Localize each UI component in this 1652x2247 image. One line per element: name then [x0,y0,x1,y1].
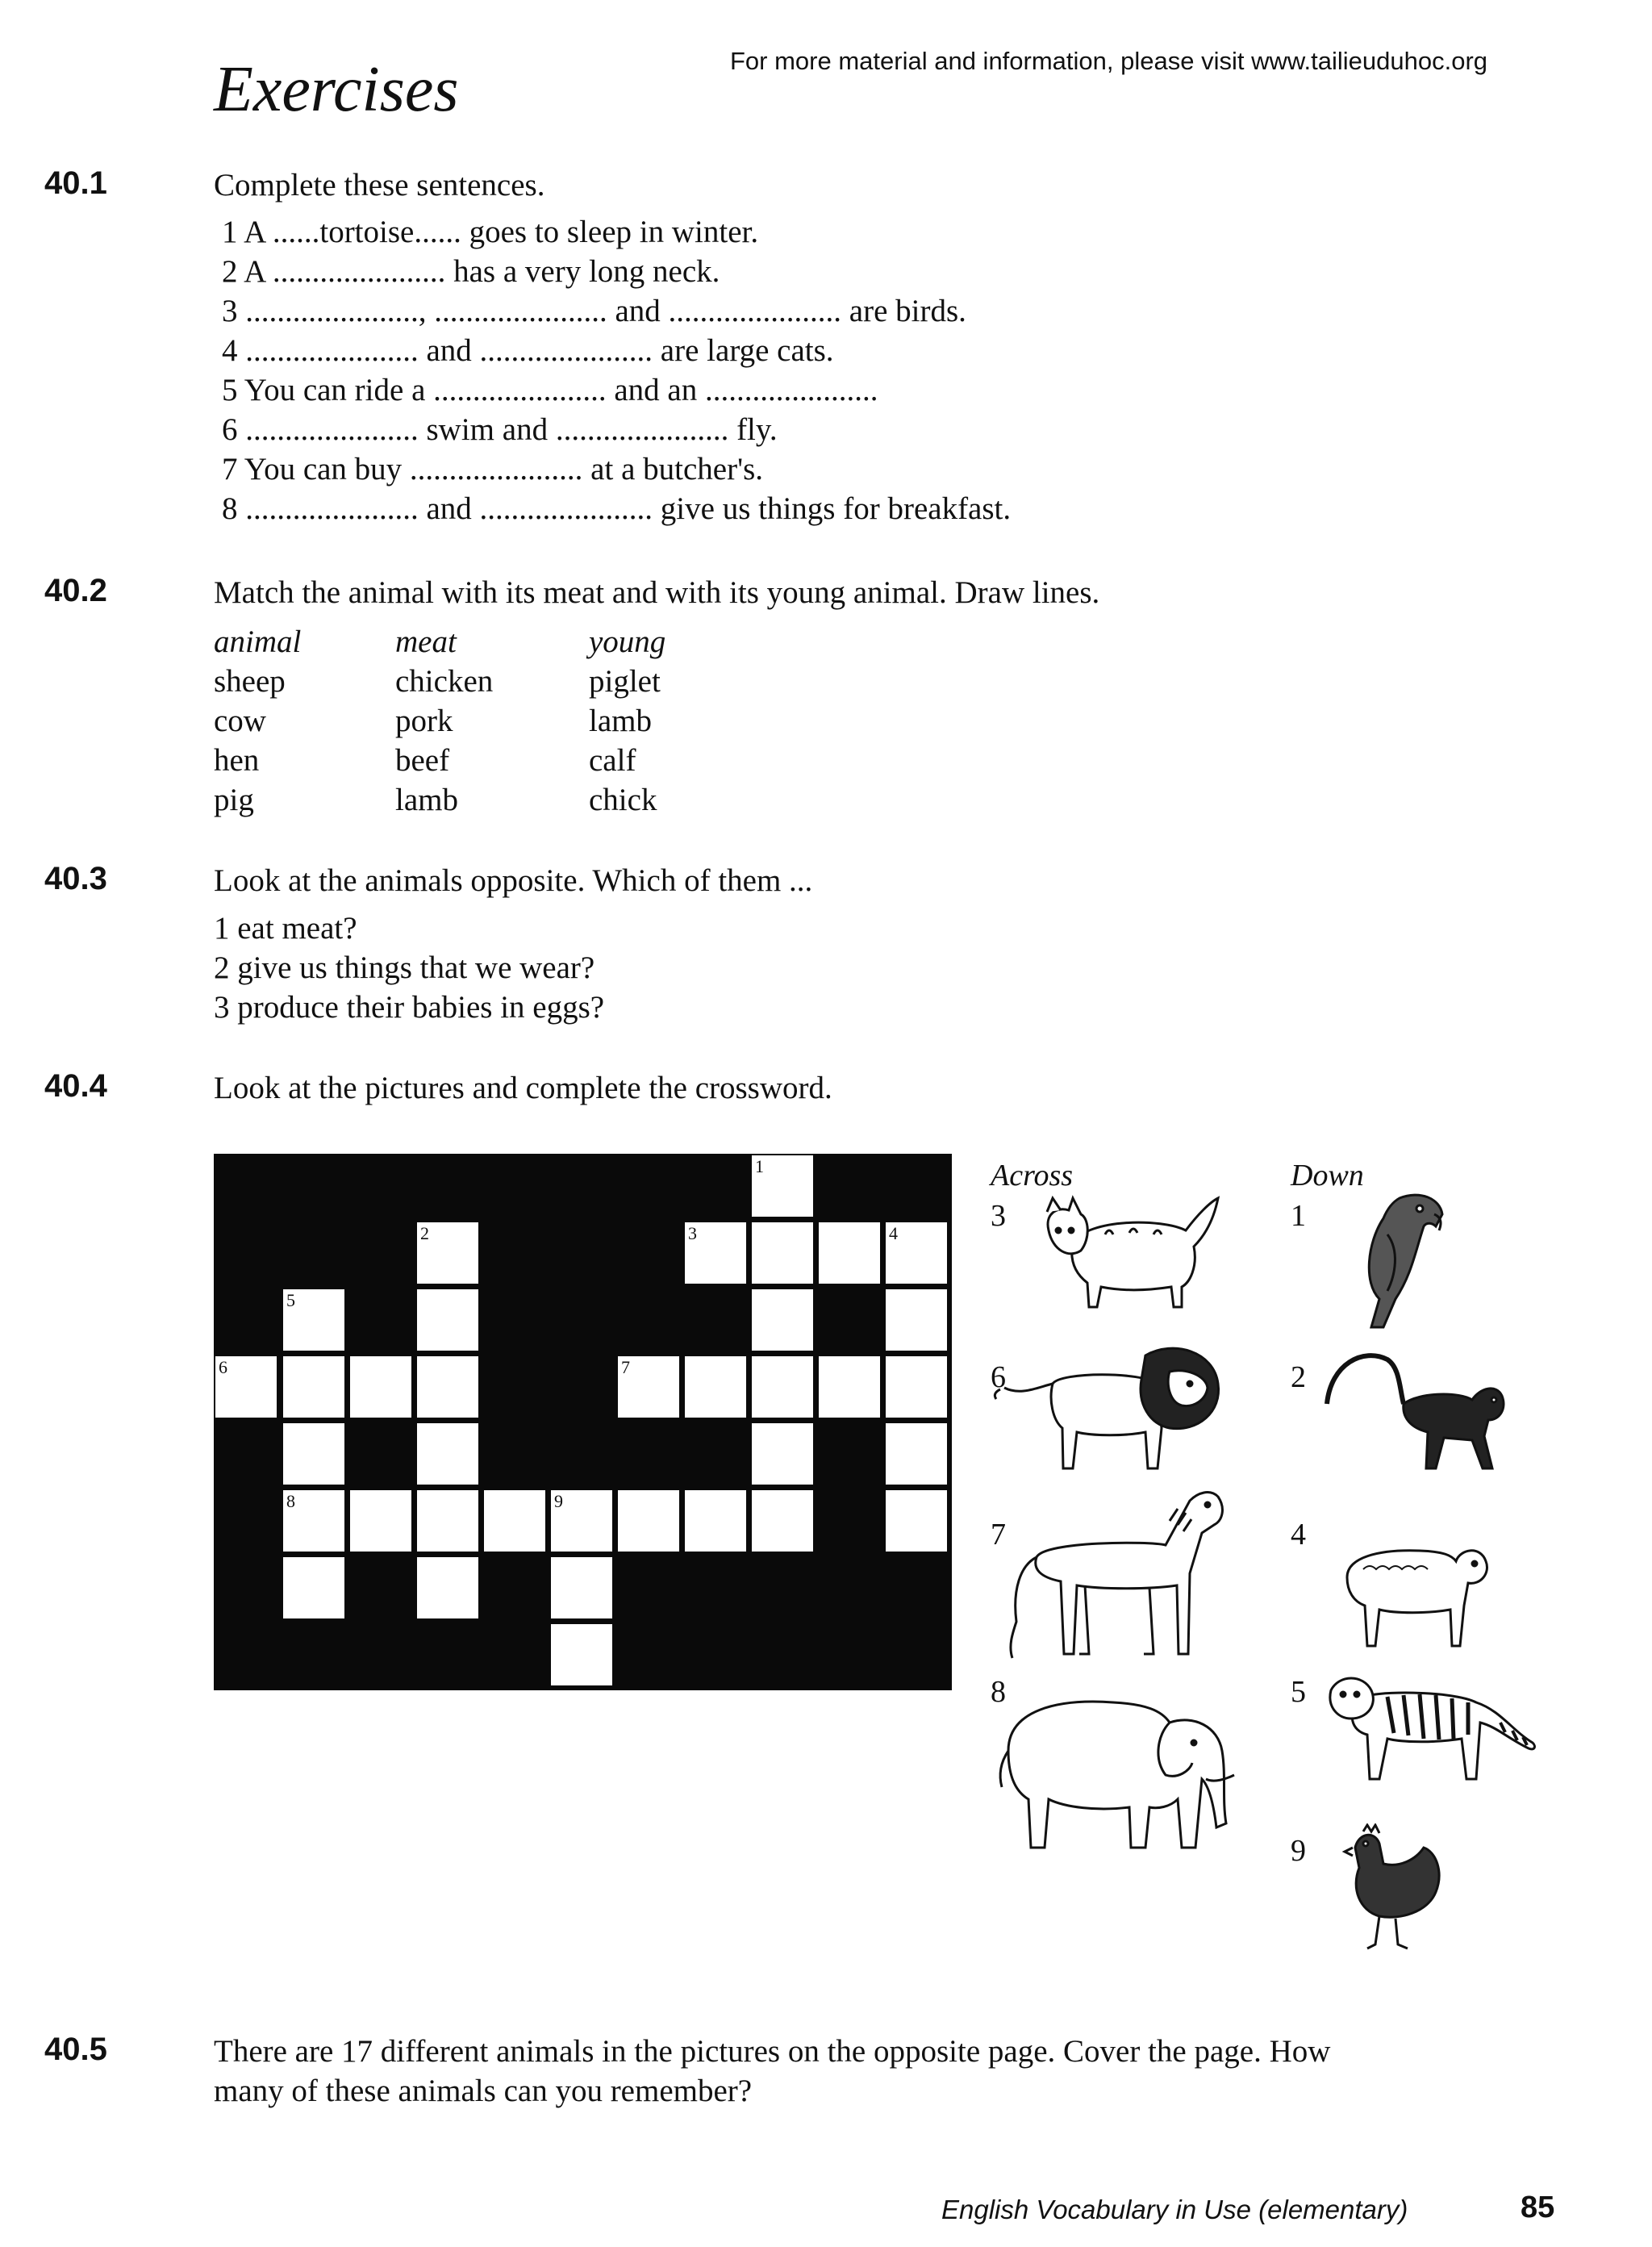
crossword-cell[interactable] [683,1489,748,1553]
table-cell: lamb [395,783,458,817]
across-label: Across [991,1159,1074,1192]
crossword-cell[interactable] [884,1489,949,1553]
table-cell: chicken [395,664,494,699]
question-line: 2 give us things that we wear? [214,950,595,985]
exercise-title: Match the animal with its meat and with its young animal. Draw lines. [214,575,1100,610]
crossword-cell[interactable] [415,1355,480,1419]
exercise-number: 40.1 [44,165,107,201]
crossword-cell[interactable] [817,1355,882,1419]
table-cell: cow [214,704,266,738]
question-line: 3 produce their babies in eggs? [214,990,605,1025]
table-cell: lamb [589,704,652,738]
clue-number: 9 [1291,1834,1306,1868]
crossword-cell[interactable] [282,1489,346,1553]
page-number: 85 [1521,2191,1555,2224]
sentence-line: 8 ...................... and ...................... give us things for breakfast. [222,491,1012,526]
elephant-icon [984,1686,1242,1856]
crossword-cell[interactable] [415,1288,480,1352]
crossword-cell[interactable] [884,1355,949,1419]
table-cell: pig [214,783,254,817]
column-header-young: young [589,624,666,659]
crossword-cell[interactable] [415,1489,480,1553]
cell-number: 5 [286,1290,295,1310]
sentence-line: 3 ......................, ...................... and ...................... are birds. [222,294,966,328]
hen-icon [1335,1823,1448,1953]
crossword-cell[interactable] [214,1355,278,1419]
page-title: Exercises [214,54,459,125]
clue-number: 2 [1291,1360,1306,1394]
table-cell: beef [395,743,450,778]
clue-number: 5 [1291,1675,1306,1709]
sheep-icon [1331,1525,1492,1654]
exercise-title: Look at the animals opposite. Which of them ... [214,863,813,898]
exercise-title: Complete these sentences. [214,168,545,203]
clue-number: 4 [1291,1518,1306,1552]
clue-number: 3 [991,1199,1006,1233]
clue-number: 6 [991,1360,1006,1394]
column-header-meat: meat [395,624,457,659]
cell-number: 4 [889,1223,898,1243]
exercise-number: 40.4 [44,1068,107,1104]
table-cell: hen [214,743,260,778]
table-cell: piglet [589,664,661,699]
crossword-cell[interactable] [884,1288,949,1352]
crossword-cell[interactable] [817,1221,882,1285]
exercise-text-line: many of these animals can you remember? [214,2074,753,2108]
table-cell: chick [589,783,657,817]
sentence-line: 4 ...................... and ...................... are large cats. [222,333,834,368]
crossword-cell[interactable] [415,1221,480,1285]
crossword-cell[interactable] [750,1288,815,1352]
clue-number: 8 [991,1675,1006,1709]
exercise-number: 40.5 [44,2032,107,2067]
sentence-line: 1 A ......tortoise...... goes to sleep in winter. [222,215,759,249]
crossword-cell[interactable] [282,1355,346,1419]
crossword-cell[interactable] [415,1556,480,1620]
crossword-cell[interactable] [683,1355,748,1419]
crossword-cell[interactable] [282,1422,346,1486]
horse-icon [996,1485,1238,1662]
parrot-icon [1339,1186,1452,1331]
crossword-cell[interactable] [750,1154,815,1218]
sentence-line: 5 You can ride a ...................... and an ...................... [222,373,878,407]
crossword-cell[interactable] [549,1556,614,1620]
crossword-cell[interactable] [750,1355,815,1419]
cell-number: 2 [420,1223,429,1243]
question-line: 1 eat meat? [214,911,357,946]
crossword-cell[interactable] [549,1623,614,1687]
crossword-cell[interactable] [884,1422,949,1486]
header-note: For more material and information, please visit www.tailieuduhoc.org [730,47,1488,75]
clue-number: 1 [1291,1199,1306,1233]
crossword-cell[interactable] [750,1489,815,1553]
table-cell: calf [589,743,636,778]
crossword-cell[interactable] [750,1422,815,1486]
footer-book-title: English Vocabulary in Use (elementary) [941,2195,1408,2224]
crossword-cell[interactable] [750,1221,815,1285]
monkey-icon [1323,1347,1508,1476]
crossword-cell[interactable] [616,1489,681,1553]
tiger-icon [1315,1666,1541,1787]
exercise-number: 40.2 [44,573,107,608]
cell-number: 7 [621,1357,630,1377]
exercise-title: Look at the pictures and complete the crossword. [214,1071,832,1105]
lion-icon [988,1339,1230,1476]
crossword-cell[interactable] [683,1221,748,1285]
sentence-line: 2 A ...................... has a very long neck. [222,254,720,289]
crossword-cell[interactable] [616,1355,681,1419]
crossword-cell[interactable] [884,1221,949,1285]
table-cell: pork [395,704,453,738]
cell-number: 8 [286,1491,295,1511]
cat-icon [1024,1186,1226,1315]
down-label: Down [1291,1159,1364,1192]
exercise-text-line: There are 17 different animals in the pictures on the opposite page. Cover the page. How [214,2034,1331,2069]
crossword-cell[interactable] [282,1556,346,1620]
crossword-cell[interactable] [348,1355,413,1419]
crossword-grid [214,1154,952,1690]
sentence-line: 6 ...................... swim and ...................... fly. [222,412,778,447]
crossword-cell[interactable] [348,1489,413,1553]
crossword-cell[interactable] [415,1422,480,1486]
cell-number: 1 [755,1156,764,1176]
table-cell: sheep [214,664,286,699]
exercise-number: 40.3 [44,861,107,896]
crossword-cell[interactable] [282,1288,346,1352]
clue-number: 7 [991,1518,1006,1552]
column-header-animal: animal [214,624,302,659]
cell-number: 9 [554,1491,563,1511]
cell-number: 3 [688,1223,697,1243]
sentence-line: 7 You can buy ...................... at a butcher's. [222,452,764,487]
crossword-cell[interactable] [549,1489,614,1553]
crossword-cell[interactable] [482,1489,547,1553]
cell-number: 6 [219,1357,227,1377]
